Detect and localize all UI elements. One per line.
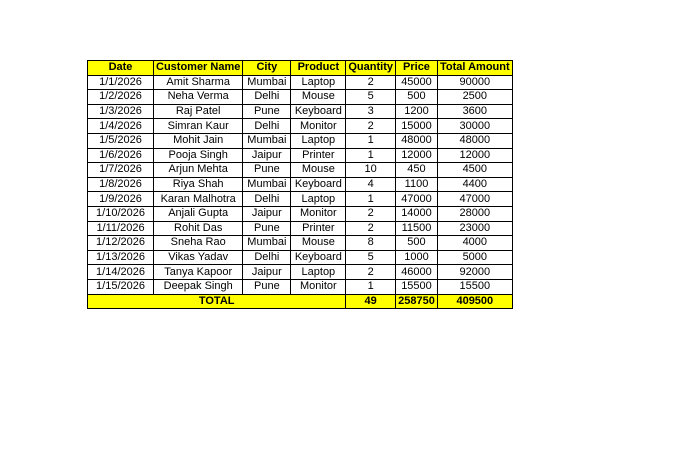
header-city: City <box>243 61 291 76</box>
cell-city: Mumbai <box>243 236 291 251</box>
cell-product: Monitor <box>291 279 346 294</box>
cell-price: 500 <box>395 90 437 105</box>
header-quantity: Quantity <box>346 61 396 76</box>
cell-total-amount: 4500 <box>437 163 512 178</box>
cell-date: 1/6/2026 <box>88 148 154 163</box>
cell-city: Jaipur <box>243 148 291 163</box>
cell-price: 1100 <box>395 177 437 192</box>
table-row <box>88 119 513 134</box>
total-quantity: 49 <box>346 294 396 309</box>
total-row <box>88 294 513 309</box>
header-row <box>88 61 513 76</box>
header-customer-name: Customer Name <box>154 61 243 76</box>
cell-date: 1/11/2026 <box>88 221 154 236</box>
cell-product: Mouse <box>291 236 346 251</box>
cell-price: 47000 <box>395 192 437 207</box>
cell-date: 1/4/2026 <box>88 119 154 134</box>
cell-quantity: 8 <box>346 236 396 251</box>
cell-total-amount: 15500 <box>437 279 512 294</box>
cell-date: 1/12/2026 <box>88 236 154 251</box>
cell-product: Laptop <box>291 133 346 148</box>
cell-customer-name: Tanya Kapoor <box>154 265 243 280</box>
header-total-amount: Total Amount <box>437 61 512 76</box>
table-row <box>88 133 513 148</box>
cell-total-amount: 4000 <box>437 236 512 251</box>
cell-date: 1/2/2026 <box>88 90 154 105</box>
cell-city: Jaipur <box>243 206 291 221</box>
cell-date: 1/1/2026 <box>88 75 154 90</box>
cell-customer-name: Riya Shah <box>154 177 243 192</box>
cell-product: Printer <box>291 221 346 236</box>
cell-city: Mumbai <box>243 133 291 148</box>
cell-date: 1/7/2026 <box>88 163 154 178</box>
cell-quantity: 3 <box>346 104 396 119</box>
cell-quantity: 1 <box>346 148 396 163</box>
cell-quantity: 5 <box>346 250 396 265</box>
table-row <box>88 177 513 192</box>
cell-date: 1/9/2026 <box>88 192 154 207</box>
cell-product: Printer <box>291 148 346 163</box>
cell-customer-name: Neha Verma <box>154 90 243 105</box>
cell-total-amount: 90000 <box>437 75 512 90</box>
cell-price: 12000 <box>395 148 437 163</box>
cell-quantity: 1 <box>346 279 396 294</box>
cell-quantity: 1 <box>346 192 396 207</box>
cell-customer-name: Karan Malhotra <box>154 192 243 207</box>
cell-date: 1/10/2026 <box>88 206 154 221</box>
cell-product: Keyboard <box>291 177 346 192</box>
cell-date: 1/8/2026 <box>88 177 154 192</box>
cell-city: Pune <box>243 104 291 119</box>
cell-total-amount: 5000 <box>437 250 512 265</box>
cell-price: 46000 <box>395 265 437 280</box>
cell-price: 15500 <box>395 279 437 294</box>
table-body <box>88 75 513 294</box>
header-product: Product <box>291 61 346 76</box>
cell-customer-name: Amit Sharma <box>154 75 243 90</box>
total-price: 258750 <box>395 294 437 309</box>
cell-customer-name: Raj Patel <box>154 104 243 119</box>
cell-price: 1200 <box>395 104 437 119</box>
cell-total-amount: 92000 <box>437 265 512 280</box>
cell-date: 1/5/2026 <box>88 133 154 148</box>
cell-customer-name: Rohit Das <box>154 221 243 236</box>
cell-quantity: 2 <box>346 221 396 236</box>
cell-price: 48000 <box>395 133 437 148</box>
cell-total-amount: 28000 <box>437 206 512 221</box>
cell-date: 1/15/2026 <box>88 279 154 294</box>
header-date: Date <box>88 61 154 76</box>
cell-date: 1/14/2026 <box>88 265 154 280</box>
cell-quantity: 2 <box>346 119 396 134</box>
cell-product: Laptop <box>291 265 346 280</box>
cell-quantity: 5 <box>346 90 396 105</box>
cell-product: Keyboard <box>291 250 346 265</box>
cell-city: Pune <box>243 163 291 178</box>
cell-city: Delhi <box>243 119 291 134</box>
cell-price: 500 <box>395 236 437 251</box>
cell-product: Monitor <box>291 119 346 134</box>
cell-price: 450 <box>395 163 437 178</box>
cell-product: Laptop <box>291 192 346 207</box>
cell-product: Mouse <box>291 163 346 178</box>
cell-price: 14000 <box>395 206 437 221</box>
cell-date: 1/13/2026 <box>88 250 154 265</box>
cell-price: 15000 <box>395 119 437 134</box>
cell-date: 1/3/2026 <box>88 104 154 119</box>
cell-quantity: 2 <box>346 265 396 280</box>
table-row <box>88 192 513 207</box>
cell-quantity: 10 <box>346 163 396 178</box>
cell-price: 11500 <box>395 221 437 236</box>
cell-customer-name: Mohit Jain <box>154 133 243 148</box>
cell-total-amount: 4400 <box>437 177 512 192</box>
table-row <box>88 265 513 280</box>
table-row <box>88 90 513 105</box>
cell-customer-name: Pooja Singh <box>154 148 243 163</box>
header-price: Price <box>395 61 437 76</box>
table-row <box>88 75 513 90</box>
cell-total-amount: 3600 <box>437 104 512 119</box>
cell-customer-name: Vikas Yadav <box>154 250 243 265</box>
cell-city: Delhi <box>243 90 291 105</box>
cell-total-amount: 48000 <box>437 133 512 148</box>
table-row <box>88 206 513 221</box>
table-row <box>88 279 513 294</box>
table-row <box>88 236 513 251</box>
cell-customer-name: Deepak Singh <box>154 279 243 294</box>
cell-customer-name: Arjun Mehta <box>154 163 243 178</box>
table-row <box>88 250 513 265</box>
total-amount: 409500 <box>437 294 512 309</box>
total-label: TOTAL <box>88 294 346 309</box>
cell-total-amount: 2500 <box>437 90 512 105</box>
cell-quantity: 2 <box>346 206 396 221</box>
cell-customer-name: Sneha Rao <box>154 236 243 251</box>
cell-total-amount: 23000 <box>437 221 512 236</box>
cell-total-amount: 47000 <box>437 192 512 207</box>
table-row <box>88 221 513 236</box>
table-row <box>88 104 513 119</box>
table-row <box>88 148 513 163</box>
cell-customer-name: Anjali Gupta <box>154 206 243 221</box>
cell-city: Pune <box>243 279 291 294</box>
cell-quantity: 1 <box>346 133 396 148</box>
cell-city: Jaipur <box>243 265 291 280</box>
cell-city: Mumbai <box>243 177 291 192</box>
cell-total-amount: 30000 <box>437 119 512 134</box>
cell-city: Pune <box>243 221 291 236</box>
cell-product: Mouse <box>291 90 346 105</box>
cell-quantity: 4 <box>346 177 396 192</box>
cell-city: Delhi <box>243 250 291 265</box>
cell-total-amount: 12000 <box>437 148 512 163</box>
cell-price: 1000 <box>395 250 437 265</box>
cell-price: 45000 <box>395 75 437 90</box>
cell-product: Keyboard <box>291 104 346 119</box>
cell-product: Monitor <box>291 206 346 221</box>
cell-city: Delhi <box>243 192 291 207</box>
cell-city: Mumbai <box>243 75 291 90</box>
cell-product: Laptop <box>291 75 346 90</box>
table-row <box>88 163 513 178</box>
cell-quantity: 2 <box>346 75 396 90</box>
cell-customer-name: Simran Kaur <box>154 119 243 134</box>
sales-table <box>87 60 513 309</box>
